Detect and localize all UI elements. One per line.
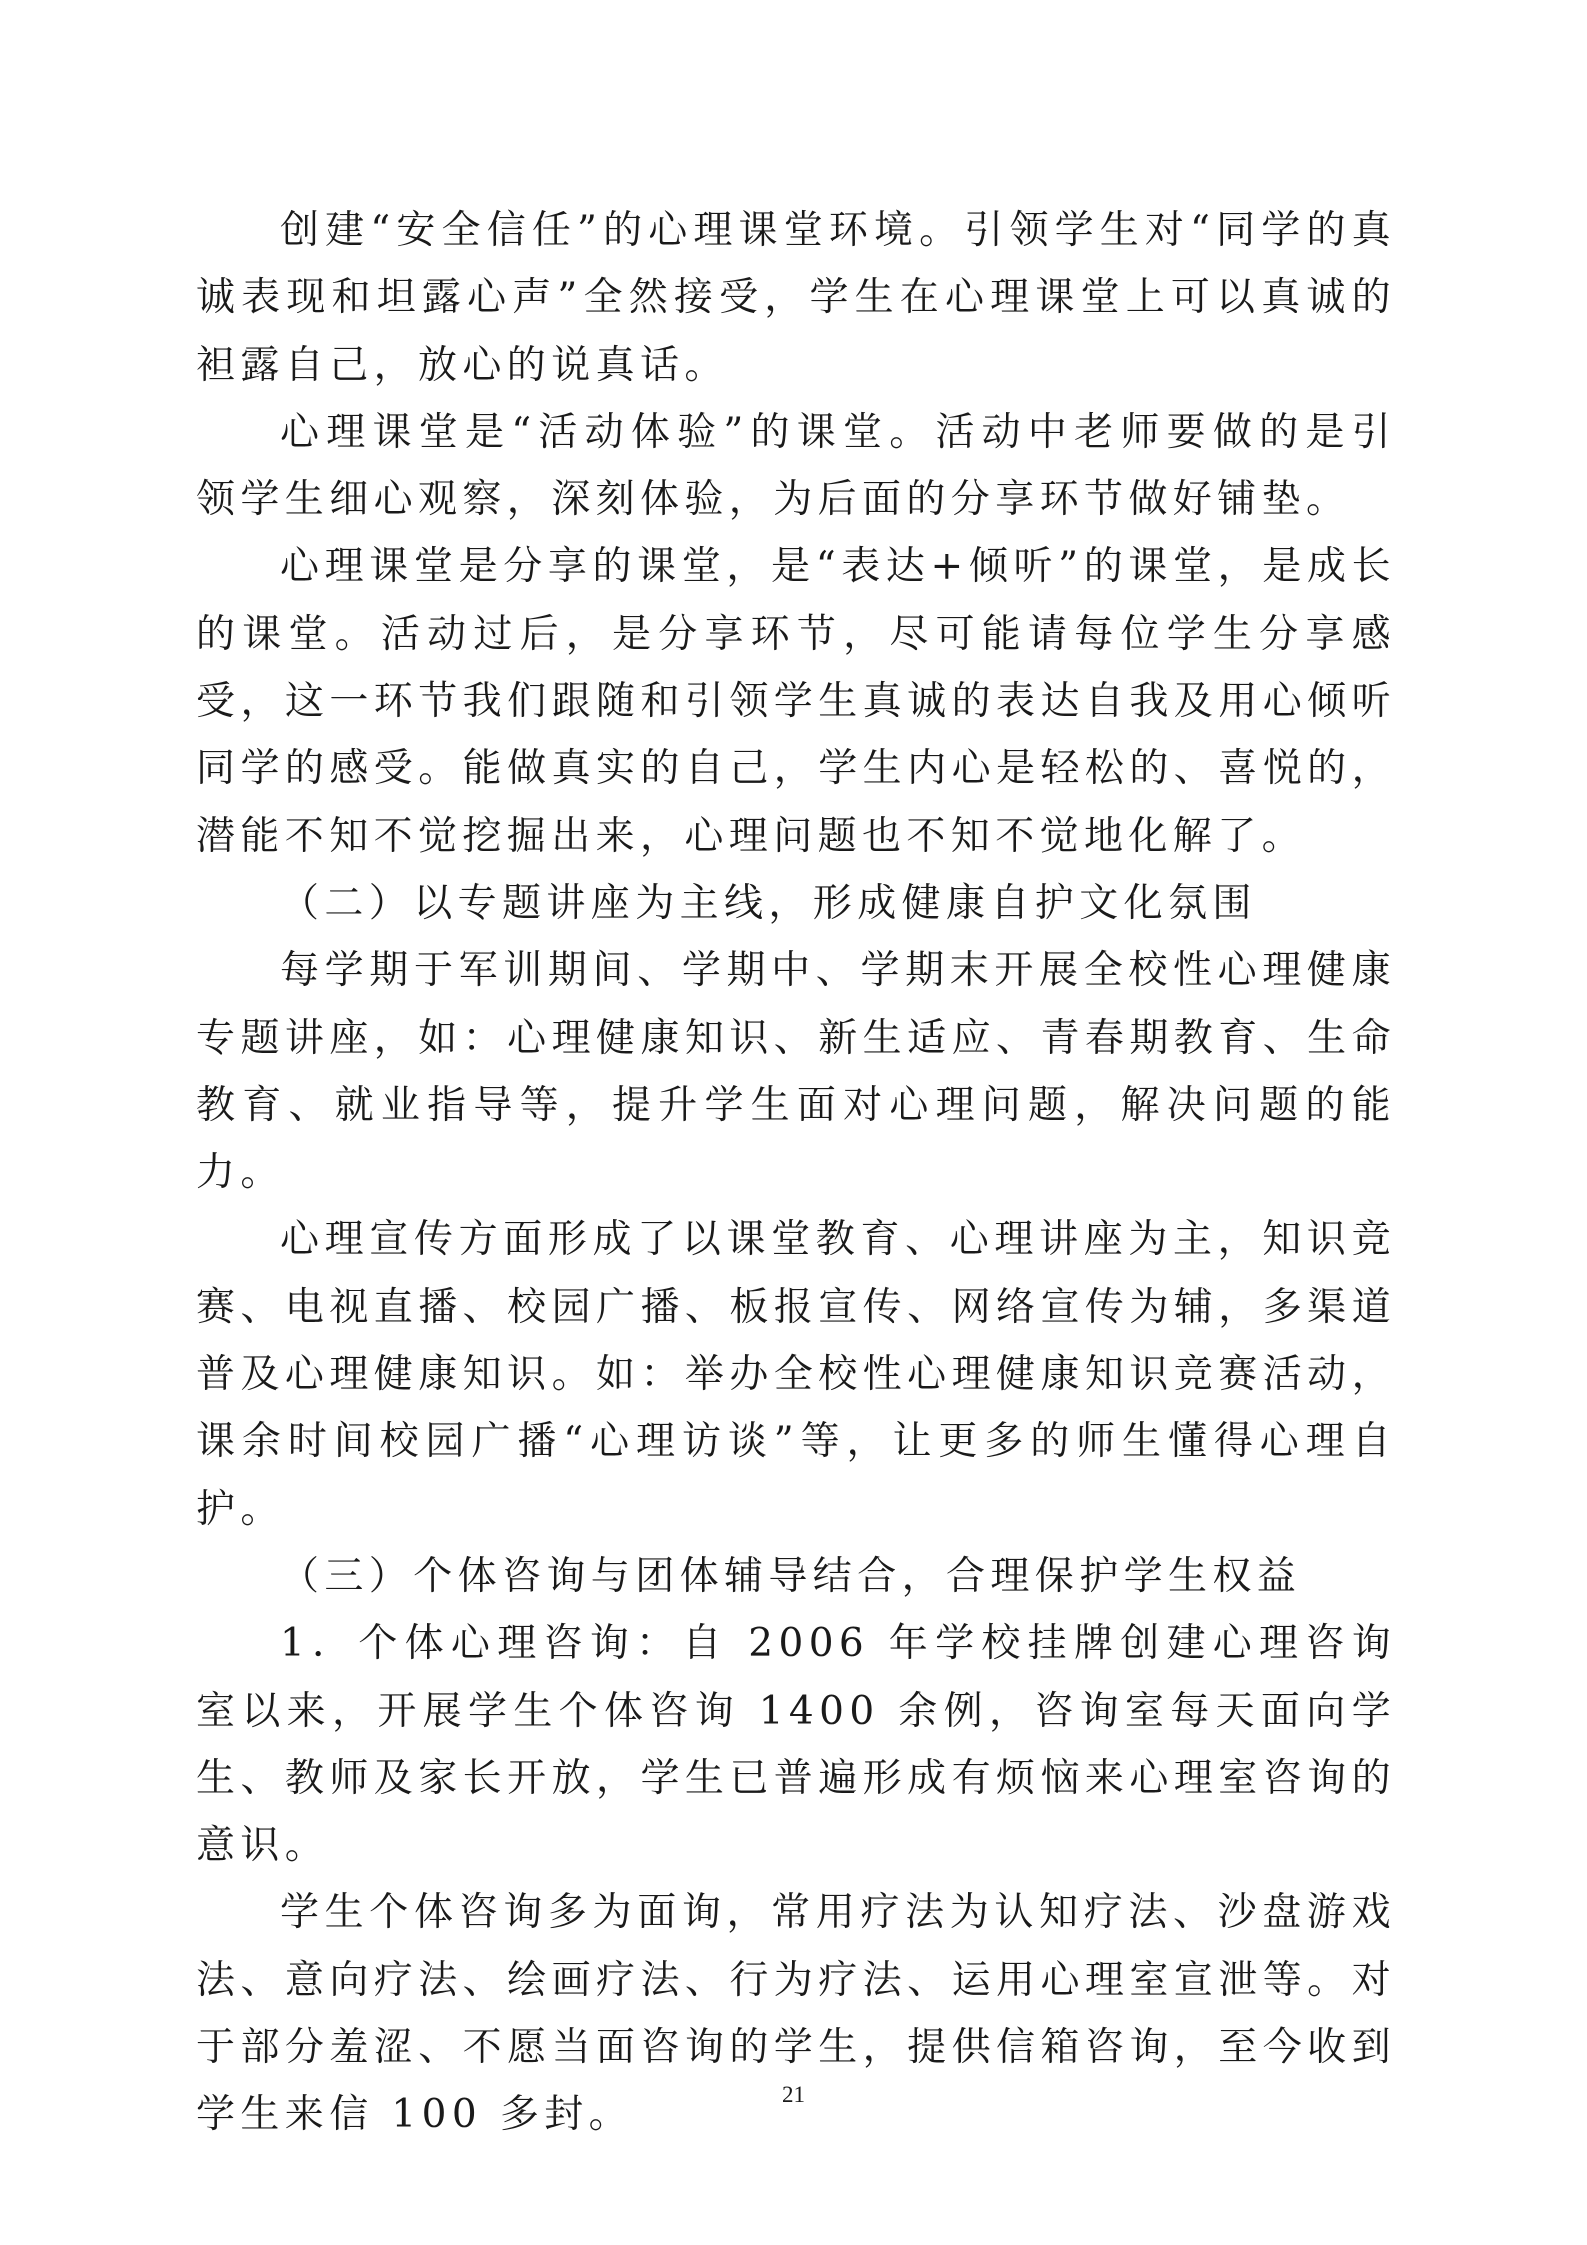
- paragraph-activity-experience: 心理课堂是“活动体验”的课堂。活动中老师要做的是引领学生细心观察，深刻体验，为后面的分享环节做好铺垫。: [196, 409, 1396, 523]
- body-text: [196, 197, 1396, 2149]
- page-number: 21: [782, 2082, 805, 2107]
- paragraph-safe-trust-classroom: 创建“安全信任”的心理课堂环境。引领学生对“同学的真诚表现和坦露心声”全然接受，学生在心理课堂上可以真诚的袒露自己，放心的说真话。: [196, 208, 1396, 388]
- section-heading-counseling: （三）个体咨询与团体辅导结合，合理保护学生权益: [280, 1553, 1302, 1599]
- paragraph-sharing-classroom: 心理课堂是分享的课堂，是“表达+倾听”的课堂，是成长的课堂。活动过后，是分享环节，尽可能请每位学生分享感受，这一环节我们跟随和引领学生真诚的表达自我及用心倾听同学的感受。能做真实的自己，学生内心是轻松的、喜悦的，潜能不知不觉挖掘出来，心理问题也不知不觉地化解了。: [196, 544, 1396, 859]
- paragraph-publicity: 心理宣传方面形成了以课堂教育、心理讲座为主，知识竞赛、电视直播、校园广播、板报宣传、网络宣传为辅，多渠道普及心理健康知识。如：举办全校性心理健康知识竞赛活动，课余时间校园广播“心理访谈”等，让更多的师生懂得心理自护。: [196, 1217, 1396, 1532]
- paragraph-individual-counseling: 1．个体心理咨询：自 2006 年学校挂牌创建心理咨询室以来，开展学生个体咨询 1400 余例，咨询室每天面向学生、教师及家长开放，学生已普遍形成有烦恼来心理室咨询的意识。: [196, 1621, 1396, 1869]
- paragraph-counseling-methods: 学生个体咨询多为面询，常用疗法为认知疗法、沙盘游戏法、意向疗法、绘画疗法、行为疗法、运用心理室宣泄等。对于部分羞涩、不愿当面咨询的学生，提供信箱咨询，至今收到学生来信 100 多封。: [196, 1890, 1396, 2138]
- paragraph-lectures: 每学期于军训期间、学期中、学期末开展全校性心理健康专题讲座，如：心理健康知识、新生适应、青春期教育、生命教育、就业指导等，提升学生面对心理问题，解决问题的能力。: [196, 948, 1396, 1196]
- section-heading-lectures: （二）以专题讲座为主线，形成健康自护文化氛围: [280, 880, 1257, 926]
